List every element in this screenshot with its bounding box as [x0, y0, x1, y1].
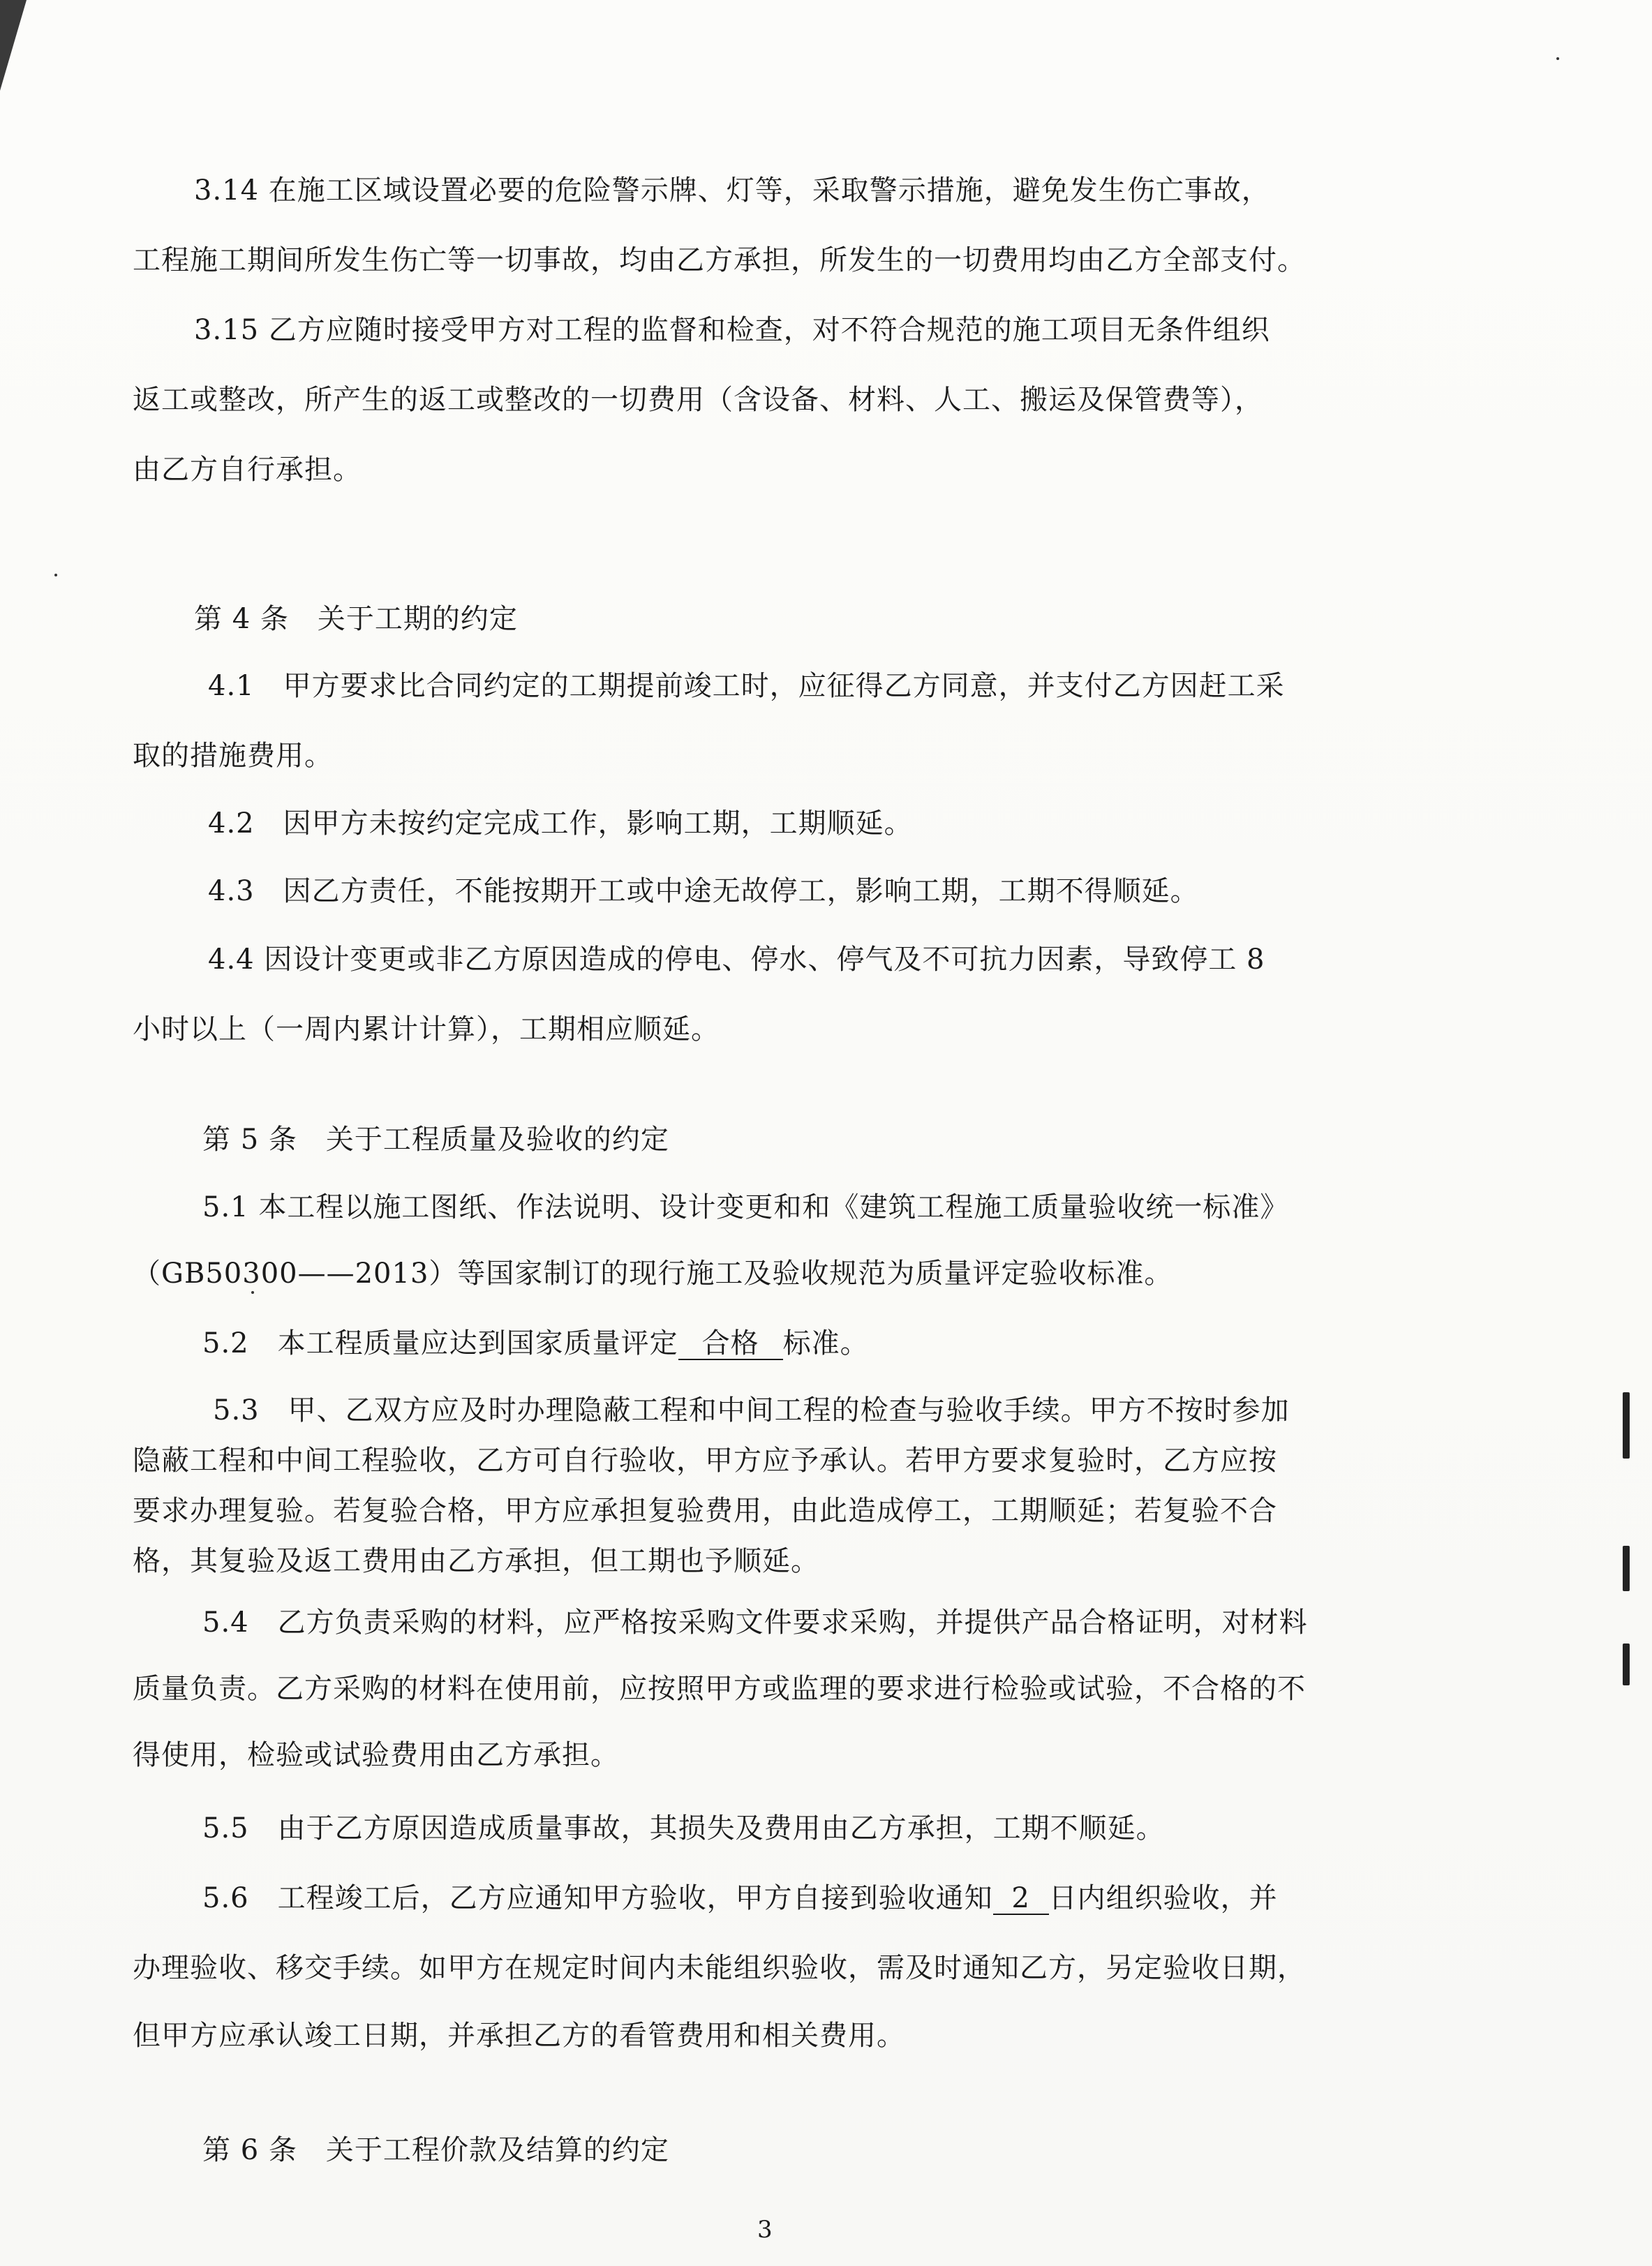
- clause-5-6-line-1: [202, 1881, 1278, 1916]
- clause-4-4-line-2: 小时以上（一周内累计计算），工期相应顺延。: [133, 1013, 720, 1045]
- clause-5-1-line-2: （GB50300——2013）等国家制订的现行施工及验收规范为质量评定验收标准。: [133, 1258, 1173, 1290]
- quality-grade-filled-value: 合格: [678, 1328, 783, 1360]
- clause-4-2: 4.2 因甲方未按约定完成工作，影响工期，工期顺延。: [208, 807, 913, 840]
- clause-5-4-line-2: 质量负责。乙方采购的材料在使用前，应按照甲方或监理的要求进行检验或试验，不合格的不: [133, 1673, 1306, 1705]
- clause-4-1-line-2: 取的措施费用。: [133, 740, 333, 772]
- acceptance-days-filled-value: 2: [993, 1883, 1049, 1915]
- clause-3-14-line-2: 工程施工期间所发生伤亡等一切事故，均由乙方承担，所发生的一切费用均由乙方全部支付。: [133, 244, 1306, 276]
- article-5-heading: 第 5 条 关于工程质量及验收的约定: [202, 1124, 669, 1156]
- page-number: 3: [757, 2216, 773, 2244]
- clause-3-15-line-3: 由乙方自行承担。: [133, 454, 362, 486]
- clause-5-6-line-2: 办理验收、移交手续。如甲方在规定时间内未能组织验收，需及时通知乙方，另定验收日期，: [133, 1952, 1306, 1984]
- clause-3-15-line-1: 3.15 乙方应随时接受甲方对工程的监督和检查，对不符合规范的施工项目无条件组织: [194, 314, 1270, 346]
- clause-5-2: [202, 1326, 869, 1361]
- clause-3-14-line-1: 3.14 在施工区域设置必要的危险警示牌、灯等，采取警示措施，避免发生伤亡事故，: [194, 174, 1270, 207]
- margin-binding-mark: [1623, 1643, 1630, 1685]
- clause-5-3-line-1: 5.3 甲、乙双方应及时办理隐蔽工程和中间工程的检查与验收手续。甲方不按时参加: [213, 1394, 1290, 1426]
- scan-corner-shadow: [0, 0, 27, 91]
- article-4-heading: 第 4 条 关于工期的约定: [194, 603, 518, 635]
- clause-5-2-text-start: 5.2 本工程质量应达到国家质量评定: [202, 1327, 678, 1359]
- clause-5-3-line-2: 隐蔽工程和中间工程验收，乙方可自行验收，甲方应予承认。若甲方要求复验时，乙方应按: [133, 1445, 1277, 1477]
- clause-4-4-line-1: 4.4 因设计变更或非乙方原因造成的停电、停水、停气及不可抗力因素，导致停工 8: [208, 944, 1265, 976]
- clause-3-15-line-2: 返工或整改，所产生的返工或整改的一切费用（含设备、材料、人工、搬运及保管费等），: [133, 384, 1263, 416]
- clause-5-6-text-start: 5.6 工程竣工后，乙方应通知甲方验收，甲方自接到验收通知: [202, 1882, 993, 1914]
- clause-5-3-line-4: 格，其复验及返工费用由乙方承担，但工期也予顺延。: [133, 1545, 819, 1577]
- scan-speck: [1556, 57, 1559, 60]
- scan-speck: [54, 574, 57, 576]
- clause-5-2-text-end: 标准。: [782, 1327, 869, 1359]
- clause-5-3-line-3: 要求办理复验。若复验合格，甲方应承担复验费用，由此造成停工，工期顺延；若复验不合: [133, 1495, 1277, 1527]
- clause-5-4-line-1: 5.4 乙方负责采购的材料，应严格按采购文件要求采购，并提供产品合格证明，对材料: [202, 1607, 1308, 1639]
- clause-4-3: 4.3 因乙方责任，不能按期开工或中途无故停工，影响工期，工期不得顺延。: [208, 875, 1199, 907]
- article-6-heading: 第 6 条 关于工程价款及结算的约定: [202, 2134, 669, 2166]
- scan-speck: [251, 1291, 254, 1294]
- clause-5-5: 5.5 由于乙方原因造成质量事故，其损失及费用由乙方承担，工期不顺延。: [202, 1812, 1165, 1844]
- clause-5-1-line-1: 5.1 本工程以施工图纸、作法说明、设计变更和和《建筑工程施工质量验收统一标准》: [202, 1191, 1289, 1223]
- clause-4-1-line-1: 4.1 甲方要求比合同约定的工期提前竣工时，应征得乙方同意，并支付乙方因赶工采: [208, 670, 1285, 702]
- clause-5-6-text-end: 日内组织验收，并: [1048, 1882, 1278, 1914]
- margin-binding-mark: [1623, 1546, 1630, 1591]
- clause-5-6-line-3: 但甲方应承认竣工日期，并承担乙方的看管费用和相关费用。: [133, 2020, 905, 2052]
- margin-binding-mark: [1623, 1392, 1630, 1459]
- clause-5-4-line-3: 得使用，检验或试验费用由乙方承担。: [133, 1739, 619, 1771]
